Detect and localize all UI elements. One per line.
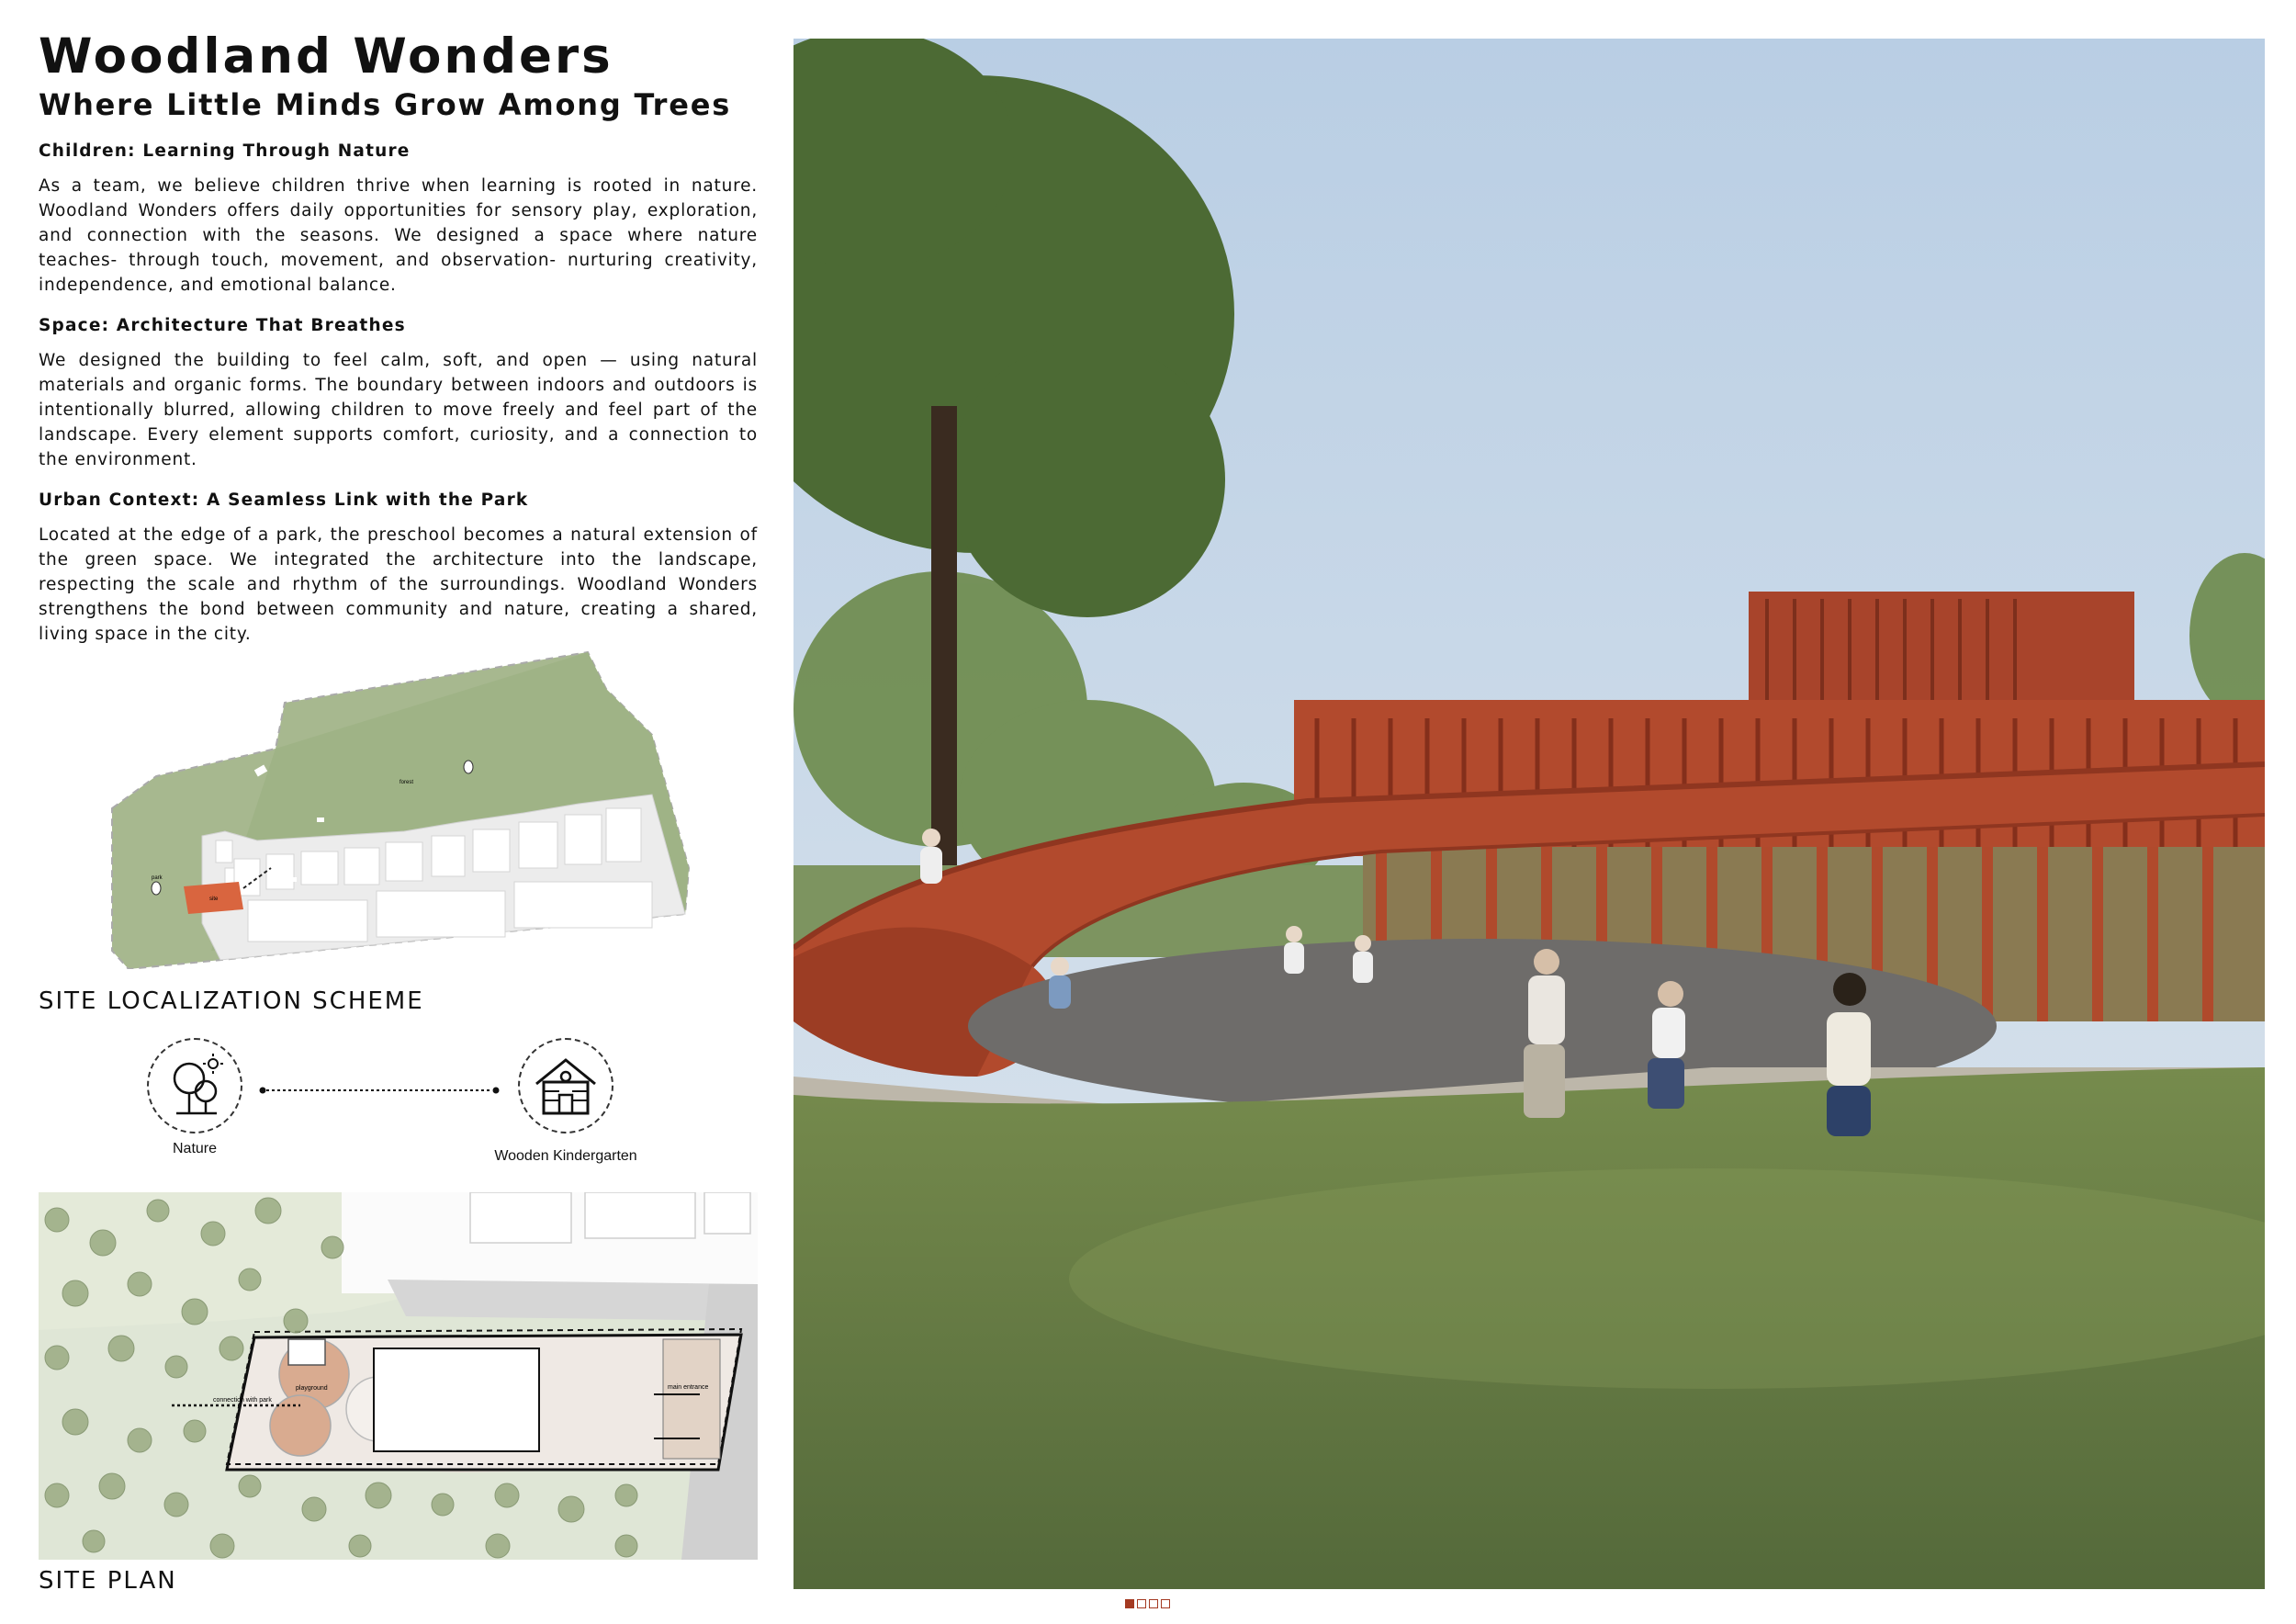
section-heading: Children: Learning Through Nature [39,141,411,161]
pager-dot-4[interactable] [1161,1599,1170,1608]
site-plan-caption: SITE PLAN [39,1567,177,1595]
pager-dot-3[interactable] [1149,1599,1158,1608]
concept-connector [259,1086,500,1095]
section-urban-context [39,491,758,647]
site-localization-caption: SITE LOCALIZATION SCHEME [39,987,424,1015]
map-label-park: park [152,875,163,881]
pager-dot-1[interactable] [1125,1599,1134,1608]
page-indicator [1125,1599,1170,1608]
plan-label-playground: playground [296,1385,328,1392]
page-title: Woodland Wonders [39,28,613,85]
section-body: We designed the building to feel calm, soft, and open — using natural materials and organic forms. The boundary between indoors and outdoors is intentionally blurred, allowing children to move freely and feel part of the landscape. Every element supports comfort, curiosity, and a connection to the environment. [39,351,758,469]
page-subtitle: Where Little Minds Grow Among Trees [39,87,732,122]
section-children [39,141,758,298]
house-icon [529,1049,602,1122]
plan-label-connection: connection with park [213,1397,272,1404]
map-label-forest: forest [400,780,414,785]
kindergarten-label: Wooden Kindergarten [494,1148,637,1164]
site-localization-map [101,648,698,969]
tree-icon [158,1049,231,1122]
building-rendering [793,39,2265,1589]
nature-label: Nature [172,1141,218,1156]
section-body: Located at the edge of a park, the preschool becomes a natural extension of the green space. We integrated the architecture into the landscape, respecting the scale and rhythm of the surroundings. Woodland Wonders strengthens the bond between community and nature, creating a shared, living space in the city. [39,525,758,644]
text-column [39,28,758,647]
section-body: As a team, we believe children thrive when learning is rooted in nature. Woodland Wonders offers daily opportunities for sensory play, exploration, and connection with the seasons. We designed a space where nature teaches- through touch, movement, and observation- nurturing creativity, independence, and emotional balance. [39,176,758,295]
nature-circle [147,1038,242,1133]
section-heading: Urban Context: A Seamless Link with the Park [39,491,529,510]
kindergarten-circle [518,1038,613,1133]
pager-dot-2[interactable] [1137,1599,1146,1608]
section-heading: Space: Architecture That Breathes [39,316,406,335]
section-space [39,316,758,472]
site-plan [39,1192,758,1560]
map-label-site: site [209,897,219,902]
plan-label-entrance: main entrance [668,1384,709,1391]
